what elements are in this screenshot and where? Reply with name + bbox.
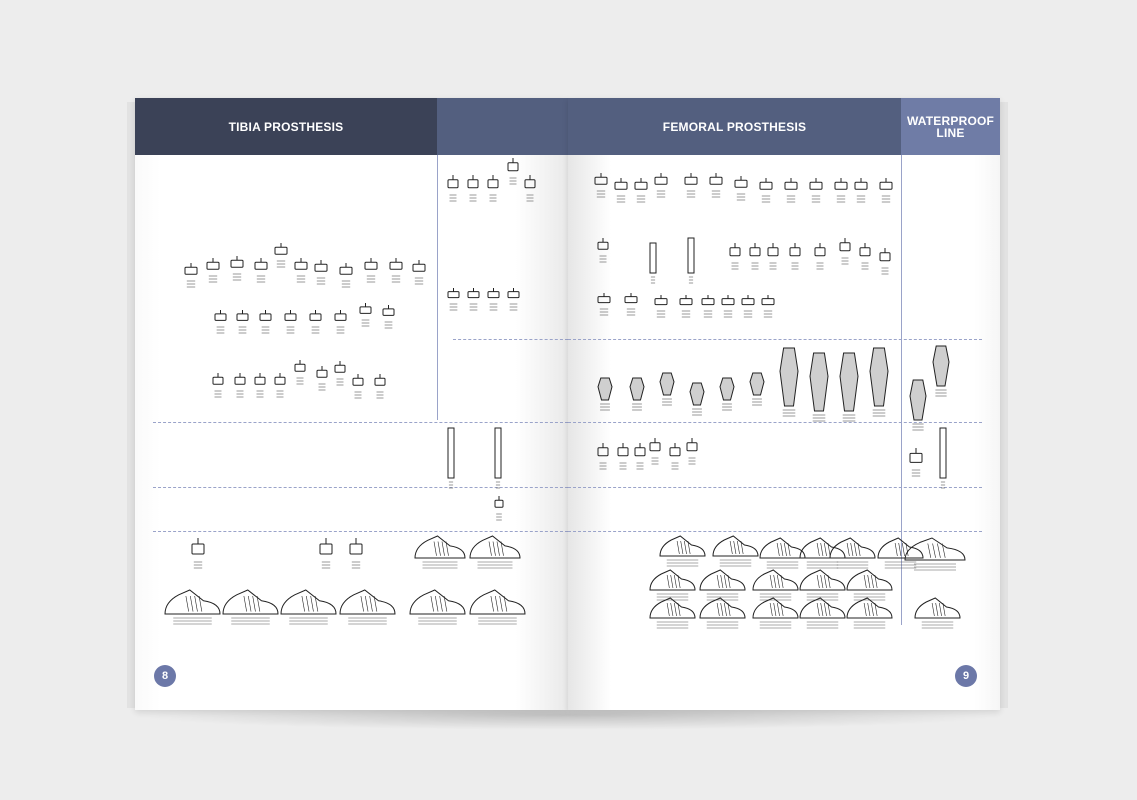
prosthetic-part-icon [320, 538, 332, 568]
prosthetic-foot-icon [281, 590, 336, 624]
prosthetic-part-icon [310, 310, 321, 333]
prosthetic-part-icon [860, 243, 870, 269]
prosthetic-part-icon [508, 158, 518, 184]
prosthetic-foot-icon [660, 536, 705, 566]
prosthetic-part-icon [762, 295, 774, 317]
prosthetic-part-icon [625, 293, 637, 315]
prosthetic-part-icon [722, 295, 734, 317]
prosthetic-foot-icon [753, 570, 798, 600]
prosthetic-foot-icon [700, 598, 745, 628]
prosthetic-part-icon [185, 263, 197, 287]
prosthetic-part-icon [835, 178, 847, 202]
prosthetic-part-icon [488, 175, 498, 201]
prosthetic-part-icon [598, 378, 612, 410]
prosthetic-part-icon [815, 243, 825, 269]
prosthetic-foot-icon [847, 598, 892, 628]
prosthetic-part-icon [213, 373, 223, 397]
prosthetic-part-icon [295, 360, 305, 384]
prosthetic-part-icon [933, 346, 949, 396]
prosthetic-foot-icon [800, 598, 845, 628]
prosthetic-part-icon [840, 238, 850, 264]
prosthetic-part-icon [260, 310, 271, 333]
page-number: 8 [161, 670, 169, 682]
prosthetic-part-icon [688, 238, 694, 283]
prosthetic-part-icon [660, 373, 674, 405]
prosthetic-foot-icon [800, 570, 845, 600]
waterproof-header-title: WATERPROOF LINE [906, 113, 995, 140]
prosthetic-part-icon [910, 380, 926, 430]
prosthetic-part-icon [635, 443, 645, 469]
prosthetic-part-icon [910, 448, 922, 476]
prosthetic-foot-icon [415, 536, 465, 568]
prosthetic-part-icon [360, 303, 371, 326]
prosthetic-part-icon [710, 173, 722, 197]
prosthetic-part-icon [790, 243, 800, 269]
prosthetic-foot-icon [650, 570, 695, 600]
prosthetic-part-icon [192, 538, 204, 568]
prosthetic-part-icon [275, 243, 287, 267]
prosthetic-part-icon [750, 373, 764, 405]
prosthetic-part-icon [285, 310, 296, 333]
prosthetic-part-icon [670, 443, 680, 469]
prosthetic-foot-icon [713, 536, 758, 566]
prosthetic-part-icon [525, 175, 535, 201]
prosthetic-part-icon [630, 378, 644, 410]
prosthetic-part-icon [810, 353, 828, 421]
prosthetic-part-icon [618, 443, 628, 469]
prosthetic-foot-icon [915, 598, 960, 628]
prosthetic-part-icon [448, 428, 454, 488]
prosthetic-part-icon [685, 173, 697, 197]
prosthetic-part-icon [275, 373, 285, 397]
prosthetic-part-icon [340, 263, 352, 287]
prosthetic-part-icon [635, 178, 647, 202]
prosthetic-foot-icon [410, 590, 465, 624]
prosthetic-part-icon [702, 295, 714, 317]
prosthetic-part-icon [735, 176, 747, 200]
femoral-header-title: FEMORAL PROSTHESIS [662, 119, 807, 134]
prosthetic-part-icon [488, 288, 499, 310]
prosthetic-part-icon [780, 348, 798, 416]
prosthetic-part-icon [650, 438, 660, 464]
prosthetic-foot-icon [753, 598, 798, 628]
prosthetic-part-icon [940, 428, 946, 488]
prosthetic-part-icon [655, 295, 667, 317]
prosthetic-part-icon [237, 310, 248, 333]
prosthetic-part-icon [870, 348, 888, 416]
prosthetic-part-icon [495, 496, 503, 520]
prosthetic-part-icon [295, 258, 307, 282]
page-number: 9 [962, 670, 970, 682]
prosthetic-part-icon [880, 248, 890, 274]
prosthetic-foot-icon [700, 570, 745, 600]
prosthetic-part-icon [448, 288, 459, 310]
prosthetic-part-icon [317, 366, 327, 390]
tibia-header-title: TIBIA PROSTHESIS [228, 119, 344, 134]
prosthetic-part-icon [742, 295, 754, 317]
prosthetic-part-icon [350, 538, 362, 568]
prosthetic-part-icon [495, 428, 501, 488]
prosthetic-part-icon [615, 178, 627, 202]
prosthetic-part-icon [598, 443, 608, 469]
prosthetic-part-icon [595, 173, 607, 197]
prosthetic-part-icon [650, 243, 656, 283]
prosthetic-foot-icon [470, 536, 520, 568]
prosthetic-part-icon [508, 288, 519, 310]
prosthetic-part-icon [760, 178, 772, 202]
prosthetic-part-icon [207, 258, 219, 282]
prosthetic-part-icon [255, 373, 265, 397]
prosthetic-foot-icon [470, 590, 525, 624]
prosthetic-part-icon [231, 256, 243, 280]
prosthetic-foot-icon [847, 570, 892, 600]
prosthetic-part-icon [235, 373, 245, 397]
prosthetic-part-icon [598, 293, 610, 315]
prosthetic-part-icon [768, 243, 778, 269]
prosthetic-part-icon [255, 258, 267, 282]
prosthetic-part-icon [383, 305, 394, 328]
prosthetic-foot-icon [830, 538, 875, 568]
prosthetic-part-icon [690, 383, 704, 415]
prosthetic-part-icon [448, 175, 458, 201]
prosthetic-part-icon [315, 260, 327, 284]
prosthetic-part-icon [810, 178, 822, 202]
product-illustrations [125, 98, 1010, 712]
prosthetic-part-icon [365, 258, 377, 282]
prosthetic-part-icon [353, 374, 363, 398]
prosthetic-foot-icon [800, 538, 845, 568]
prosthetic-part-icon [720, 378, 734, 410]
prosthetic-part-icon [375, 374, 385, 398]
prosthetic-part-icon [335, 361, 345, 385]
open-brochure [125, 98, 1010, 712]
prosthetic-foot-icon [165, 590, 220, 624]
prosthetic-part-icon [598, 238, 608, 262]
prosthetic-part-icon [390, 258, 402, 282]
prosthetic-part-icon [750, 243, 760, 269]
prosthetic-foot-icon [760, 538, 805, 568]
prosthetic-foot-icon [223, 590, 278, 624]
prosthetic-part-icon [680, 295, 692, 317]
prosthetic-part-icon [215, 310, 226, 333]
prosthetic-part-icon [785, 178, 797, 202]
prosthetic-part-icon [687, 438, 697, 464]
prosthetic-part-icon [413, 260, 425, 284]
prosthetic-foot-icon [340, 590, 395, 624]
prosthetic-part-icon [468, 288, 479, 310]
prosthetic-part-icon [335, 310, 346, 333]
prosthetic-part-icon [468, 175, 478, 201]
prosthetic-part-icon [855, 178, 867, 202]
prosthetic-foot-icon [878, 538, 923, 568]
prosthetic-foot-icon [650, 598, 695, 628]
prosthetic-part-icon [840, 353, 858, 421]
prosthetic-part-icon [655, 173, 667, 197]
prosthetic-part-icon [880, 178, 892, 202]
prosthetic-part-icon [730, 243, 740, 269]
